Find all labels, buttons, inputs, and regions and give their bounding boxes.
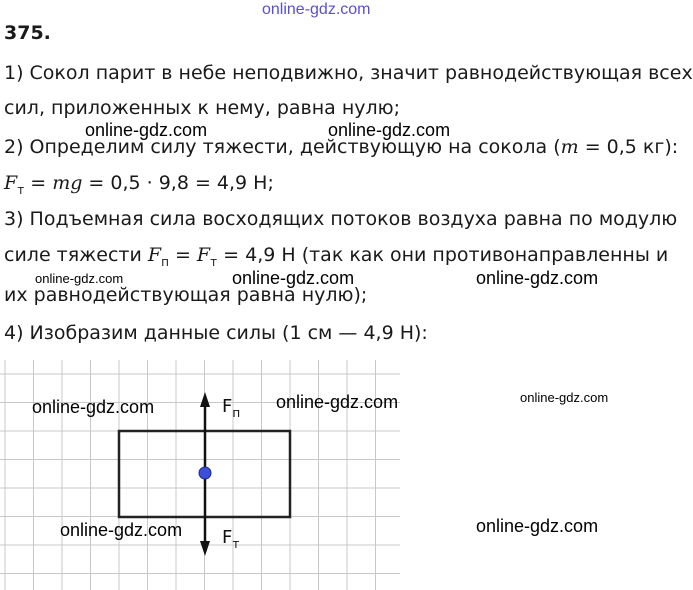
sub-p: п bbox=[161, 254, 169, 269]
text-line-7: их равнодействующая равна нулю); bbox=[4, 284, 368, 306]
text-line-3b: = 0,5 кг): bbox=[578, 136, 679, 158]
watermark: online-gdz.com bbox=[35, 271, 124, 286]
watermark: online-gdz.com bbox=[476, 268, 599, 288]
watermark: online-gdz.com bbox=[520, 390, 609, 405]
watermark: online-gdz.com bbox=[85, 120, 208, 140]
text-line-4 bbox=[4, 172, 274, 197]
label-down: $F_т$ bbox=[222, 527, 240, 551]
watermark: online-gdz.com bbox=[232, 268, 355, 288]
var-F: F bbox=[4, 172, 18, 194]
text-line-1: 1) Сокол парит в небе неподвижно, значит равнодействующая всех bbox=[4, 62, 693, 84]
text-line-6a: силе тяжести bbox=[4, 244, 148, 266]
text-line-3a: 2) Определим силу тяжести, действующую на сокола ( bbox=[4, 136, 561, 158]
text-line-4c: = 0,5 · 9,8 = 4,9 Н; bbox=[82, 172, 274, 194]
force-up-arrowhead bbox=[200, 392, 210, 407]
var-mg: mg bbox=[52, 172, 83, 194]
label-up: $F_п$ bbox=[222, 396, 241, 420]
var-m: m bbox=[560, 136, 579, 158]
watermark: online-gdz.com bbox=[276, 392, 399, 412]
text-line-2: сил, приложенных к нему, равна нулю; bbox=[4, 97, 401, 119]
eq-1: = bbox=[168, 244, 197, 266]
center-point bbox=[199, 467, 211, 479]
force-down-arrowhead bbox=[200, 541, 210, 556]
var-Ft: F bbox=[196, 244, 211, 266]
watermark: online-gdz.com bbox=[476, 516, 599, 536]
watermark: online-gdz.com bbox=[60, 520, 183, 540]
text-line-5: 3) Подъемная сила восходящих потоков воздуха равна по модулю bbox=[4, 208, 678, 230]
problem-number: 375. bbox=[4, 22, 51, 44]
sub-t2: т bbox=[210, 254, 218, 269]
watermark: online-gdz.com bbox=[32, 397, 155, 417]
sub-t: т bbox=[17, 182, 25, 197]
watermark-top: online-gdz.com bbox=[262, 1, 371, 18]
text-line-6 bbox=[4, 244, 668, 269]
watermark: online-gdz.com bbox=[328, 120, 451, 140]
text-line-8: 4) Изобразим данные силы (1 см — 4,9 Н): bbox=[4, 322, 428, 344]
var-Fp: F bbox=[147, 244, 162, 266]
eq: = bbox=[24, 172, 53, 194]
text-line-6b: = 4,9 Н (так как они противонаправленны и bbox=[217, 244, 669, 266]
